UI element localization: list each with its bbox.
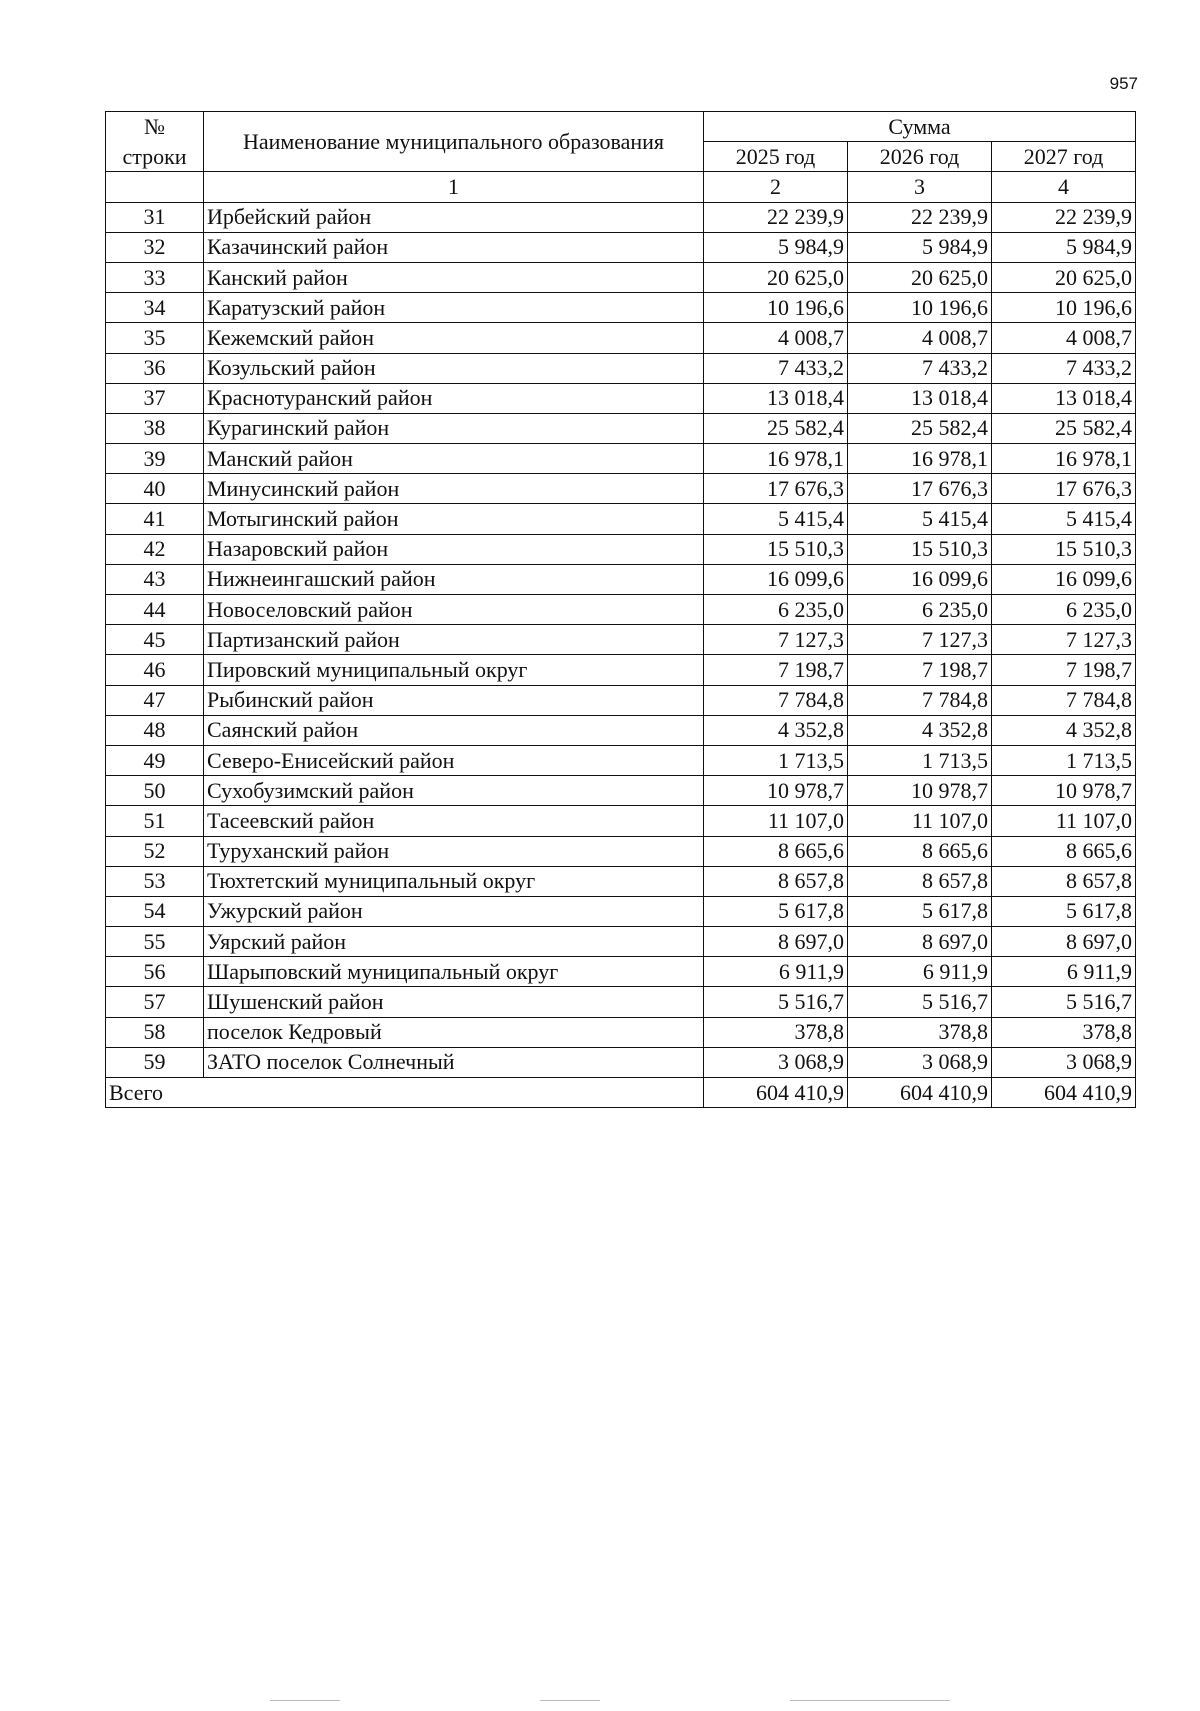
header-row-label: строки	[122, 143, 187, 169]
value-2026: 17 676,3	[848, 474, 992, 504]
table-row	[106, 232, 1136, 262]
municipality-name: Уярский район	[204, 927, 704, 957]
value-2026: 7 198,7	[848, 655, 992, 685]
value-2025: 6 235,0	[704, 595, 848, 625]
value-2026: 15 510,3	[848, 534, 992, 564]
row-number: 39	[106, 444, 204, 474]
header-number-sign: №	[144, 114, 165, 139]
municipality-name: Туруханский район	[204, 836, 704, 866]
municipality-name: Казачинский район	[204, 232, 704, 262]
value-2025: 6 911,9	[704, 957, 848, 987]
row-number: 36	[106, 353, 204, 383]
municipality-name: Новоселовский район	[204, 595, 704, 625]
value-2025: 16 099,6	[704, 564, 848, 594]
value-2027: 1 713,5	[992, 745, 1136, 775]
table-row	[106, 564, 1136, 594]
value-2026: 6 235,0	[848, 595, 992, 625]
table-row	[106, 1047, 1136, 1077]
header-name: Наименование муниципального образования	[204, 112, 704, 172]
municipality-name: Ужурский район	[204, 896, 704, 926]
value-2027: 16 978,1	[992, 444, 1136, 474]
row-number: 45	[106, 625, 204, 655]
value-2027: 17 676,3	[992, 474, 1136, 504]
value-2026: 378,8	[848, 1017, 992, 1047]
scan-mark	[790, 1700, 950, 1701]
value-2027: 4 352,8	[992, 715, 1136, 745]
value-2025: 5 415,4	[704, 504, 848, 534]
value-2025: 7 433,2	[704, 353, 848, 383]
value-2027: 7 127,3	[992, 625, 1136, 655]
value-2027: 25 582,4	[992, 413, 1136, 443]
index-cell: 3	[848, 172, 992, 202]
row-number: 41	[106, 504, 204, 534]
row-number: 57	[106, 987, 204, 1017]
value-2027: 6 235,0	[992, 595, 1136, 625]
header-year-2026: 2026 год	[848, 142, 992, 172]
value-2025: 17 676,3	[704, 474, 848, 504]
value-2027: 6 911,9	[992, 957, 1136, 987]
row-number: 31	[106, 202, 204, 232]
row-number: 43	[106, 564, 204, 594]
value-2025: 15 510,3	[704, 534, 848, 564]
table-row	[106, 293, 1136, 323]
table-row	[106, 504, 1136, 534]
municipality-name: Шарыповский муниципальный округ	[204, 957, 704, 987]
header-year-2027: 2027 год	[992, 142, 1136, 172]
value-2025: 7 784,8	[704, 685, 848, 715]
municipality-name: поселок Кедровый	[204, 1017, 704, 1047]
value-2025: 20 625,0	[704, 262, 848, 292]
header-year-2025: 2025 год	[704, 142, 848, 172]
municipality-name: Шушенский район	[204, 987, 704, 1017]
total-2025: 604 410,9	[704, 1078, 848, 1108]
value-2025: 16 978,1	[704, 444, 848, 474]
row-number: 58	[106, 1017, 204, 1047]
row-number: 40	[106, 474, 204, 504]
row-number: 52	[106, 836, 204, 866]
value-2027: 22 239,9	[992, 202, 1136, 232]
municipality-name: ЗАТО поселок Солнечный	[204, 1047, 704, 1077]
table-row	[106, 806, 1136, 836]
municipality-name: Минусинский район	[204, 474, 704, 504]
row-number: 59	[106, 1047, 204, 1077]
value-2025: 3 068,9	[704, 1047, 848, 1077]
value-2027: 13 018,4	[992, 383, 1136, 413]
value-2026: 25 582,4	[848, 413, 992, 443]
index-cell	[106, 172, 204, 202]
value-2027: 4 008,7	[992, 323, 1136, 353]
value-2026: 8 665,6	[848, 836, 992, 866]
row-number: 32	[106, 232, 204, 262]
municipality-name: Тюхтетский муниципальный округ	[204, 866, 704, 896]
municipality-name: Назаровский район	[204, 534, 704, 564]
value-2026: 8 657,8	[848, 866, 992, 896]
value-2026: 6 911,9	[848, 957, 992, 987]
value-2026: 1 713,5	[848, 745, 992, 775]
value-2027: 10 978,7	[992, 776, 1136, 806]
row-number: 44	[106, 595, 204, 625]
row-number: 53	[106, 866, 204, 896]
table-row	[106, 866, 1136, 896]
value-2026: 5 984,9	[848, 232, 992, 262]
table-row	[106, 323, 1136, 353]
scan-mark	[540, 1700, 600, 1701]
row-number: 42	[106, 534, 204, 564]
value-2026: 10 978,7	[848, 776, 992, 806]
table-row	[106, 383, 1136, 413]
value-2026: 10 196,6	[848, 293, 992, 323]
index-cell: 4	[992, 172, 1136, 202]
total-2027: 604 410,9	[992, 1078, 1136, 1108]
budget-table	[105, 111, 1136, 1108]
index-cell: 1	[204, 172, 704, 202]
value-2026: 16 099,6	[848, 564, 992, 594]
value-2025: 8 665,6	[704, 836, 848, 866]
table-row	[106, 745, 1136, 775]
value-2026: 7 127,3	[848, 625, 992, 655]
municipality-name: Саянский район	[204, 715, 704, 745]
value-2026: 20 625,0	[848, 262, 992, 292]
municipality-name: Мотыгинский район	[204, 504, 704, 534]
value-2027: 378,8	[992, 1017, 1136, 1047]
row-number: 35	[106, 323, 204, 353]
table-row	[106, 927, 1136, 957]
value-2025: 10 978,7	[704, 776, 848, 806]
value-2025: 5 516,7	[704, 987, 848, 1017]
table-row	[106, 202, 1136, 232]
row-number: 33	[106, 262, 204, 292]
value-2027: 8 657,8	[992, 866, 1136, 896]
municipality-name: Краснотуранский район	[204, 383, 704, 413]
value-2026: 5 415,4	[848, 504, 992, 534]
municipality-name: Рыбинский район	[204, 685, 704, 715]
municipality-name: Сухобузимский район	[204, 776, 704, 806]
header-sum: Сумма	[704, 112, 1136, 142]
value-2026: 22 239,9	[848, 202, 992, 232]
table-row	[106, 685, 1136, 715]
value-2027: 16 099,6	[992, 564, 1136, 594]
value-2026: 4 352,8	[848, 715, 992, 745]
value-2027: 7 198,7	[992, 655, 1136, 685]
municipality-name: Северо-Енисейский район	[204, 745, 704, 775]
row-number: 38	[106, 413, 204, 443]
value-2026: 5 617,8	[848, 896, 992, 926]
value-2025: 4 352,8	[704, 715, 848, 745]
municipality-name: Канский район	[204, 262, 704, 292]
value-2026: 4 008,7	[848, 323, 992, 353]
municipality-name: Кежемский район	[204, 323, 704, 353]
table-row	[106, 1017, 1136, 1047]
row-number: 56	[106, 957, 204, 987]
index-cell: 2	[704, 172, 848, 202]
table-row	[106, 987, 1136, 1017]
value-2027: 5 516,7	[992, 987, 1136, 1017]
value-2027: 7 433,2	[992, 353, 1136, 383]
value-2025: 378,8	[704, 1017, 848, 1047]
row-number: 48	[106, 715, 204, 745]
value-2027: 5 617,8	[992, 896, 1136, 926]
municipality-name: Пировский муниципальный округ	[204, 655, 704, 685]
value-2027: 20 625,0	[992, 262, 1136, 292]
table-row	[106, 353, 1136, 383]
value-2027: 8 697,0	[992, 927, 1136, 957]
municipality-name: Тасеевский район	[204, 806, 704, 836]
row-number: 37	[106, 383, 204, 413]
table-header	[106, 112, 1136, 203]
table-footer	[106, 1078, 1136, 1108]
value-2027: 8 665,6	[992, 836, 1136, 866]
value-2026: 16 978,1	[848, 444, 992, 474]
table-row	[106, 262, 1136, 292]
row-number: 55	[106, 927, 204, 957]
value-2025: 5 617,8	[704, 896, 848, 926]
row-number: 51	[106, 806, 204, 836]
table-row	[106, 896, 1136, 926]
value-2025: 25 582,4	[704, 413, 848, 443]
header-row-number	[106, 112, 204, 172]
value-2027: 5 984,9	[992, 232, 1136, 262]
row-number: 47	[106, 685, 204, 715]
table-row	[106, 413, 1136, 443]
table-row	[106, 715, 1136, 745]
value-2026: 11 107,0	[848, 806, 992, 836]
value-2026: 8 697,0	[848, 927, 992, 957]
row-number: 46	[106, 655, 204, 685]
table-row	[106, 595, 1136, 625]
row-number: 34	[106, 293, 204, 323]
row-number: 50	[106, 776, 204, 806]
value-2027: 5 415,4	[992, 504, 1136, 534]
value-2025: 4 008,7	[704, 323, 848, 353]
value-2027: 11 107,0	[992, 806, 1136, 836]
row-number: 54	[106, 896, 204, 926]
total-row	[106, 1078, 1136, 1108]
value-2025: 7 198,7	[704, 655, 848, 685]
municipality-name: Каратузский район	[204, 293, 704, 323]
table-row	[106, 655, 1136, 685]
municipality-name: Курагинский район	[204, 413, 704, 443]
total-2026: 604 410,9	[848, 1078, 992, 1108]
municipality-name: Козульский район	[204, 353, 704, 383]
page-number: 957	[1109, 74, 1138, 93]
municipality-name: Манский район	[204, 444, 704, 474]
table-row	[106, 836, 1136, 866]
table-row	[106, 444, 1136, 474]
municipality-name: Ирбейский район	[204, 202, 704, 232]
value-2025: 5 984,9	[704, 232, 848, 262]
total-label: Всего	[106, 1078, 704, 1108]
table-row	[106, 474, 1136, 504]
municipality-name: Нижнеингашский район	[204, 564, 704, 594]
value-2026: 7 433,2	[848, 353, 992, 383]
value-2025: 1 713,5	[704, 745, 848, 775]
table-row	[106, 534, 1136, 564]
value-2026: 13 018,4	[848, 383, 992, 413]
value-2025: 7 127,3	[704, 625, 848, 655]
row-number: 49	[106, 745, 204, 775]
table-body	[106, 202, 1136, 1077]
value-2026: 7 784,8	[848, 685, 992, 715]
value-2027: 10 196,6	[992, 293, 1136, 323]
table-row	[106, 776, 1136, 806]
table-row	[106, 625, 1136, 655]
value-2027: 15 510,3	[992, 534, 1136, 564]
table-row	[106, 957, 1136, 987]
scan-mark	[270, 1700, 340, 1701]
municipality-name: Партизанский район	[204, 625, 704, 655]
value-2025: 22 239,9	[704, 202, 848, 232]
value-2025: 8 657,8	[704, 866, 848, 896]
value-2026: 3 068,9	[848, 1047, 992, 1077]
value-2025: 11 107,0	[704, 806, 848, 836]
value-2027: 7 784,8	[992, 685, 1136, 715]
value-2025: 10 196,6	[704, 293, 848, 323]
value-2025: 13 018,4	[704, 383, 848, 413]
value-2026: 5 516,7	[848, 987, 992, 1017]
value-2027: 3 068,9	[992, 1047, 1136, 1077]
value-2025: 8 697,0	[704, 927, 848, 957]
